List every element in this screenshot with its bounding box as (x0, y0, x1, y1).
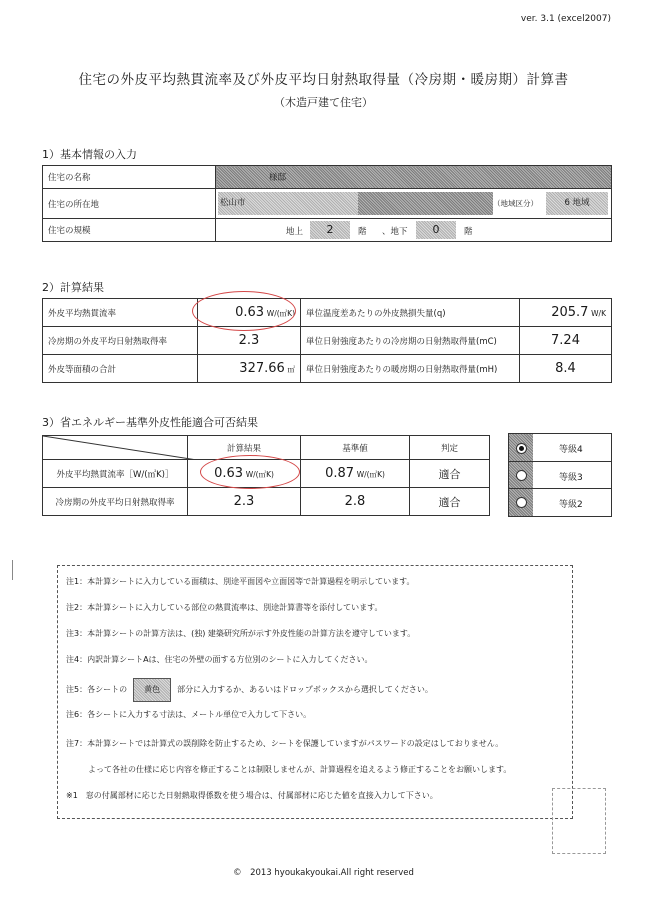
version-label: ver. 3.1 (excel2007) (520, 14, 611, 24)
note-7-cont: よって各社の仕様に応じ内容を修正することは制限しませんが、計算過程を追えるよう修正することをお願いします。 (88, 765, 512, 774)
name-field[interactable] (216, 166, 612, 189)
name-label: 住宅の名称 (43, 166, 216, 189)
section2-heading: 2）計算結果 (42, 281, 104, 294)
floor-unit-label: 階 (358, 227, 367, 237)
radio-icon (516, 497, 527, 508)
area-label: 外皮等面積の合計 (43, 355, 198, 383)
note-5-suffix: 部分に入力するか、あるいはドロップボックスから選択してください。 (177, 685, 433, 694)
below-floors-field[interactable]: 0 (416, 221, 456, 239)
mc-label: 単位日射強度あたりの冷房期の日射熱取得量(mC) (301, 327, 520, 355)
q-unit: W/K (591, 309, 606, 318)
ua-label: 外皮平均熱貫流率 (43, 299, 198, 327)
copyright-footer: © 2013 hyoukakyoukai.All right reserved (233, 868, 414, 878)
area-cell (198, 355, 301, 383)
calc-result-table (42, 298, 612, 383)
grade-option-2[interactable] (509, 489, 611, 516)
section1-heading: 1）基本情報の入力 (42, 148, 137, 161)
standard-unit: W/(㎡K) (356, 470, 385, 479)
row-label: 冷房期の外皮平均日射熱取得率 (43, 488, 188, 516)
table-row (43, 488, 490, 516)
name-value: 様邸 (269, 173, 287, 183)
note-5-prefix: 注5：各シートの (66, 685, 128, 694)
scale-label: 住宅の規模 (43, 219, 216, 242)
result-value: 2.3 (233, 494, 255, 509)
below-ground-label: 、地下 (382, 227, 408, 237)
standard-value: 2.8 (344, 494, 366, 509)
floor-unit-label-2: 階 (464, 227, 473, 237)
note-6: 注6：各シートに入力する寸法は、メートル単位で入力して下さい。 (66, 710, 312, 719)
standard-cell (301, 460, 410, 488)
corner-cell (43, 436, 188, 460)
grade-label: 等級3 (559, 473, 583, 483)
note-1: 注1：本計算シートに入力している面積は、別途平面図や立面図等で計算過程を明示しています。 (66, 577, 415, 586)
location-label: 住宅の所在地 (43, 189, 216, 219)
note-3: 注3：本計算シートの計算方法は、(独) 建築研究所が示す外皮性能の計算方法を遵守しています。 (66, 629, 416, 638)
judge-cell: 適合 (410, 460, 490, 488)
grade-label: 等級2 (559, 500, 583, 510)
ua-value: 0.63 (235, 305, 265, 320)
mc-cell (520, 327, 612, 355)
result-cell (188, 488, 301, 516)
page-title: 住宅の外皮平均熱貫流率及び外皮平均日射熱取得量（冷房期・暖房期）計算書 (78, 72, 569, 88)
standard-cell (301, 488, 410, 516)
location-field[interactable]: 松山市 (218, 192, 360, 215)
area-unit: ㎡ (287, 365, 295, 374)
q-cell (520, 299, 612, 327)
note-2: 注2：本計算シートに入力している部位の熱貫流率は、別途計算書等を添付しています。 (66, 603, 383, 612)
region-field[interactable]: 6 地域 (546, 192, 608, 215)
header-standard: 基準値 (301, 436, 410, 460)
mc-value: 7.24 (551, 333, 580, 348)
standard-value: 0.87 (325, 466, 355, 481)
q-label: 単位温度差あたりの外皮熱損失量(q) (301, 299, 520, 327)
above-floors-field[interactable]: 2 (310, 221, 350, 239)
radio-icon (516, 443, 527, 454)
etac-value: 2.3 (238, 333, 260, 348)
row-label: 外皮平均熱貫流率［W/(㎡K)］ (43, 460, 188, 488)
q-value: 205.7 (551, 305, 589, 320)
scan-artifact (12, 560, 13, 580)
location-cell (216, 189, 612, 219)
highlight-circle-ua (192, 291, 296, 331)
above-ground-label: 地上 (286, 227, 304, 237)
note-4: 注4：内訳計算シートAは、住宅の外壁の面する方位別のシートに入力してください。 (66, 655, 373, 664)
judge-cell: 適合 (410, 488, 490, 516)
header-judge: 判定 (410, 436, 490, 460)
yellow-swatch: 黄色 (133, 678, 171, 702)
grade-option-3[interactable] (509, 462, 611, 488)
ua-unit: W/(㎡K) (266, 309, 295, 318)
area-value: 327.66 (239, 361, 285, 376)
result-unit: W/(㎡K) (245, 470, 274, 479)
etac-label: 冷房期の外皮平均日射熱取得率 (43, 327, 198, 355)
scan-stamp-mark (552, 788, 606, 854)
section3-heading: 3）省エネルギー基準外皮性能適合可否結果 (42, 416, 258, 429)
radio-icon (516, 470, 527, 481)
corner-diagonal (43, 436, 197, 460)
note-7: 注7：本計算シートでは計算式の誤削除を防止するため、シートを保護していますがパスワードの設定はしておりません。 (66, 739, 504, 748)
result-value: 0.63 (214, 466, 244, 481)
region-label: （地域区分） (493, 199, 538, 208)
highlight-circle-result (200, 455, 300, 489)
location-field-redacted (358, 192, 493, 215)
grade-selector (508, 433, 612, 517)
grade-label: 等級4 (559, 445, 583, 455)
note-ref-1: ※1 窓の付属部材に応じた日射熱取得係数を使う場合は、付属部材に応じた値を直接入力して下さい。 (66, 791, 438, 800)
mh-value: 8.4 (555, 361, 576, 376)
grade-option-4[interactable] (509, 434, 611, 461)
basic-info-table (42, 165, 612, 242)
mh-label: 単位日射強度あたりの暖房期の日射熱取得量(mH) (301, 355, 520, 383)
page-subtitle: （木造戸建て住宅） (274, 96, 373, 109)
header-result: 計算結果 (188, 436, 301, 460)
scale-cell (216, 219, 612, 242)
mh-cell (520, 355, 612, 383)
note-5 (66, 678, 433, 702)
